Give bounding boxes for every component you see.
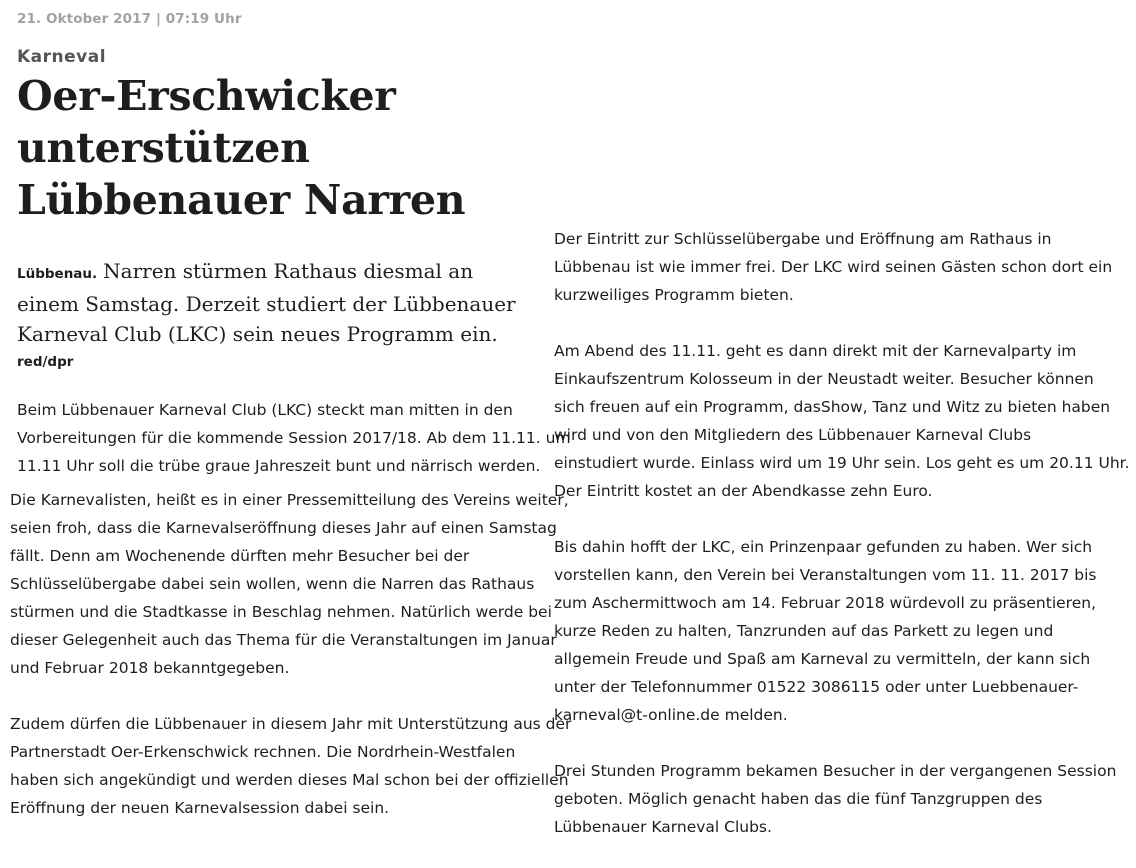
body-paragraph	[554, 225, 1112, 309]
paragraph-line: Der Eintritt kostet an der Abendkasse zehn Euro.	[554, 482, 933, 500]
paragraph-line: Zudem dürfen die Lübbenauer in diesem Jahr mit Unterstützung aus der	[10, 715, 572, 733]
paragraph-line: Lübbenau ist wie immer frei. Der LKC wird seinen Gästen schon dort ein	[554, 258, 1113, 276]
teaser-line: Karneval Club (LKC) sein neues Programm ein.	[17, 322, 498, 346]
paragraph-line: vorstellen kann, den Verein bei Veranstaltungen vom 11. 11. 2017 bis	[554, 566, 1097, 584]
body-paragraph	[554, 337, 1130, 505]
body-paragraph	[17, 396, 571, 480]
paragraph-line: haben sich angekündigt und werden dieses Mal schon bei der offiziellen	[10, 771, 569, 789]
body-paragraph	[554, 757, 1116, 841]
article-kicker: Karneval	[17, 47, 107, 67]
teaser-dateline: Lübbenau.	[17, 266, 98, 282]
paragraph-line: 11.11 Uhr soll die trübe graue Jahreszeit bunt und närrisch werden.	[17, 457, 541, 475]
paragraph-line: Partnerstadt Oer-Erkenschwick rechnen. Die Nordrhein-Westfalen	[10, 743, 516, 761]
paragraph-line: und Februar 2018 bekanntgegeben.	[10, 659, 290, 677]
paragraph-line: wird und von den Mitgliedern des Lübbenauer Karneval Clubs	[554, 426, 1032, 444]
paragraph-line: Schlüsselübergabe dabei sein wollen, wenn die Narren das Rathaus	[10, 575, 535, 593]
paragraph-line: karneval@t-online.de melden.	[554, 706, 788, 724]
teaser-text: Narren stürmen Rathaus diesmal an	[103, 259, 474, 283]
article-author: red/dpr	[17, 354, 74, 370]
body-paragraph	[10, 710, 571, 822]
teaser-line: einem Samstag. Derzeit studiert der Lübbenauer	[17, 292, 516, 316]
paragraph-line: geboten. Möglich genacht haben das die fünf Tanzgruppen des	[554, 790, 1043, 808]
paragraph-line: zum Aschermittwoch am 14. Februar 2018 würdevoll zu präsentieren,	[554, 594, 1096, 612]
paragraph-line: Beim Lübbenauer Karneval Club (LKC) steckt man mitten in den	[17, 401, 513, 419]
paragraph-line: Lübbenauer Karneval Clubs.	[554, 818, 772, 836]
paragraph-line: dieser Gelegenheit auch das Thema für die Veranstaltungen im Januar	[10, 631, 557, 649]
paragraph-line: Eröffnung der neuen Karnevalsession dabei sein.	[10, 799, 390, 817]
paragraph-line: unter der Telefonnummer 01522 3086115 oder unter Luebbenauer-	[554, 678, 1079, 696]
paragraph-line: kurzweiliges Programm bieten.	[554, 286, 794, 304]
paragraph-line: Am Abend des 11.11. geht es dann direkt mit der Karnevalparty im	[554, 342, 1077, 360]
paragraph-line: Bis dahin hofft der LKC, ein Prinzenpaar gefunden zu haben. Wer sich	[554, 538, 1093, 556]
body-paragraph	[10, 486, 569, 682]
article-headline	[17, 70, 517, 226]
paragraph-line: Einkaufszentrum Kolosseum in der Neustadt weiter. Besucher können	[554, 370, 1094, 388]
paragraph-line: fällt. Denn am Wochenende dürften mehr Besucher bei der	[10, 547, 470, 565]
teaser-line	[17, 256, 537, 289]
paragraph-line: seien froh, dass die Karnevalseröffnung dieses Jahr auf einen Samstag	[10, 519, 557, 537]
article-teaser	[17, 256, 537, 349]
headline-line: unterstützen	[17, 124, 310, 172]
paragraph-line: kurze Reden zu halten, Tanzrunden auf das Parkett zu legen und	[554, 622, 1054, 640]
paragraph-line: einstudiert wurde. Einlass wird um 19 Uhr sein. Los geht es um 20.11 Uhr.	[554, 454, 1130, 472]
paragraph-line: stürmen und die Stadtkasse in Beschlag nehmen. Natürlich werde bei	[10, 603, 552, 621]
paragraph-line: Drei Stunden Programm bekamen Besucher in der vergangenen Session	[554, 762, 1117, 780]
headline-line: Oer-Erschwicker	[17, 72, 396, 120]
paragraph-line: allgemein Freude und Spaß am Karneval zu vermitteln, der kann sich	[554, 650, 1091, 668]
article-date: 21. Oktober 2017 | 07:19 Uhr	[17, 11, 242, 27]
paragraph-line: Die Karnevalisten, heißt es in einer Pressemitteilung des Vereins weiter,	[10, 491, 569, 509]
body-paragraph	[554, 533, 1097, 729]
paragraph-line: sich freuen auf ein Programm, dasShow, Tanz und Witz zu bieten haben	[554, 398, 1111, 416]
paragraph-line: Vorbereitungen für die kommende Session 2017/18. Ab dem 11.11. um	[17, 429, 571, 447]
paragraph-line: Der Eintritt zur Schlüsselübergabe und Eröffnung am Rathaus in	[554, 230, 1052, 248]
headline-line: Lübbenauer Narren	[17, 176, 466, 224]
